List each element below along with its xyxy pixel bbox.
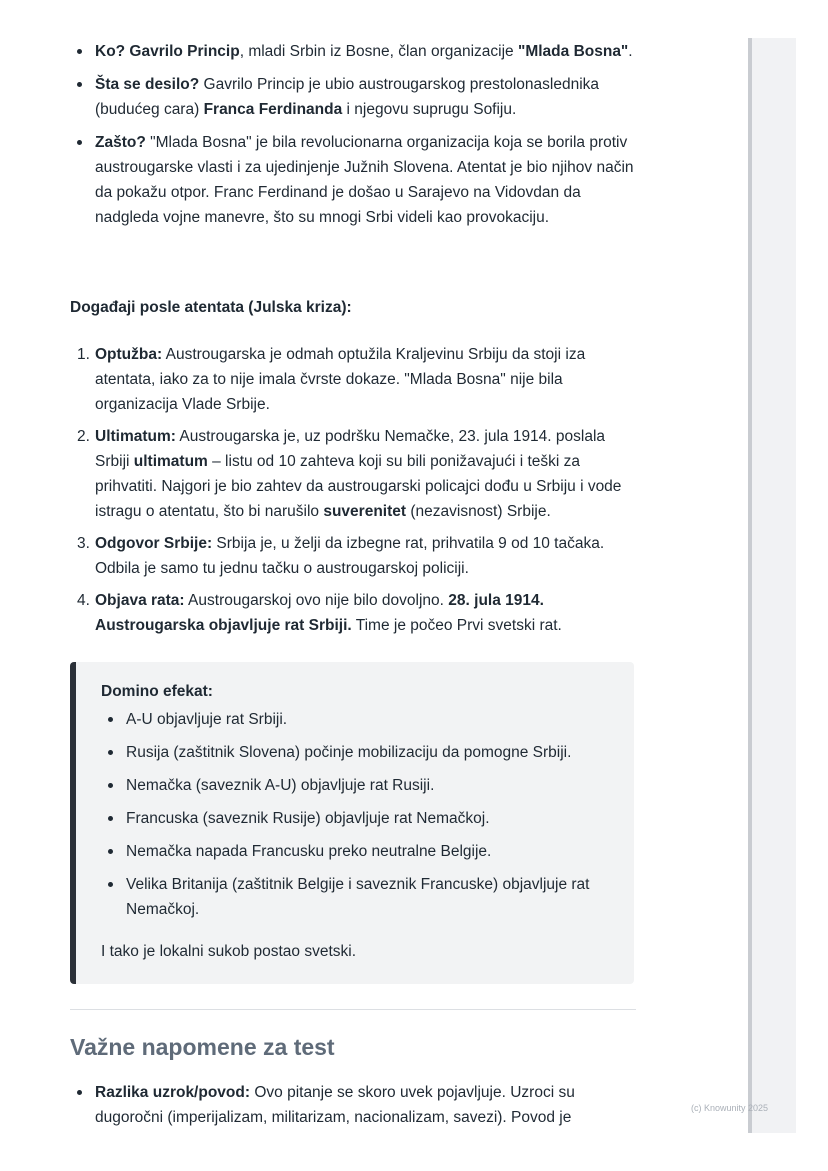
assassination-facts-list: [95, 39, 635, 238]
event-number: 1.: [77, 346, 90, 363]
list-item: Francuska (saveznik Rusije) objavljuje rat Nemačkoj.: [126, 806, 616, 831]
events-list: [77, 342, 635, 645]
domino-effect-callout: [70, 662, 634, 984]
list-item: Šta se desilo? Gavrilo Princip je ubio austrougarskog prestolonaslednika (budućeg cara) Franca Ferdinanda i njegovu suprugu Sofiju.: [95, 72, 635, 122]
event-item: 1. Optužba: Austrougarska je odmah optužila Kraljevinu Srbiju da stoji iza atentata, iako za to nije imala čvrste dokaze. "Mlada Bosna" nije bila organizacija Vlade Srbije.: [95, 342, 635, 417]
event-number: 4.: [77, 592, 90, 609]
list-item: Zašto? "Mlada Bosna" je bila revolucionarna organizacija koja se borila protiv austrougarske vlasti i za ujedinjenje Južnih Slovena. Atentat je bio njihov način da pokažu otpor. Franc Ferdinand je došao u Sarajevo na Vidovdan da nadgleda vojne manevre, što su mnogi Srbi videli kao provokaciju.: [95, 130, 635, 230]
list-item: Velika Britanija (zaštitnik Belgije i saveznik Francuske) objavljuje rat Nemačkoj.: [126, 872, 616, 922]
events-heading: Događaji posle atentata (Julska kriza):: [70, 299, 352, 316]
page-margin-bar: [748, 38, 796, 1133]
event-number: 2.: [77, 428, 90, 445]
event-number: 3.: [77, 535, 90, 552]
list-item: Rusija (zaštitnik Slovena) počinje mobilizaciju da pomogne Srbiji.: [126, 740, 616, 765]
list-item: A-U objavljuje rat Srbiji.: [126, 707, 616, 732]
callout-footer: I tako je lokalni sukob postao svetski.: [101, 943, 357, 960]
section-divider: [70, 1009, 636, 1010]
callout-title: Domino efekat:: [101, 683, 213, 700]
section-title: Važne napomene za test: [70, 1034, 335, 1060]
event-item: 2. Ultimatum: Austrougarska je, uz podršku Nemačke, 23. jula 1914. poslala Srbiji ultimatum – listu od 10 zahteva koji su bili ponižavajući i teški za prihvatiti. Najgori je bio zahtev da austrougarski policajci dođu u Srbiju i vode istragu o atentatu, što bi narušilo suverenitet (nezavisnost) Srbije.: [95, 424, 635, 524]
list-item: Ko? Gavrilo Princip, mladi Srbin iz Bosne, član organizacije "Mlada Bosna".: [95, 39, 635, 64]
event-item: 4. Objava rata: Austrougarskoj ovo nije bilo dovoljno. 28. jula 1914. Austrougarska objavljuje rat Srbiji. Time je počeo Prvi svetski rat.: [95, 588, 635, 638]
watermark: (c) Knowunity 2025: [691, 1103, 769, 1113]
list-item: Nemačka napada Francusku preko neutralne Belgije.: [126, 839, 616, 864]
callout-list: [126, 707, 616, 930]
list-item: Nemačka (saveznik A-U) objavljuje rat Rusiji.: [126, 773, 616, 798]
test-notes-list: [95, 1080, 635, 1130]
event-item: 3. Odgovor Srbije: Srbija je, u želji da izbegne rat, prihvatila 9 od 10 tačaka. Odbila je samo tu jednu tačku o austrougarskoj policiji.: [95, 531, 635, 581]
list-item: Razlika uzrok/povod: Ovo pitanje se skoro uvek pojavljuje. Uzroci su dugoročni (imperijalizam, militarizam, nacionalizam, savezi). Povod je: [95, 1080, 635, 1130]
